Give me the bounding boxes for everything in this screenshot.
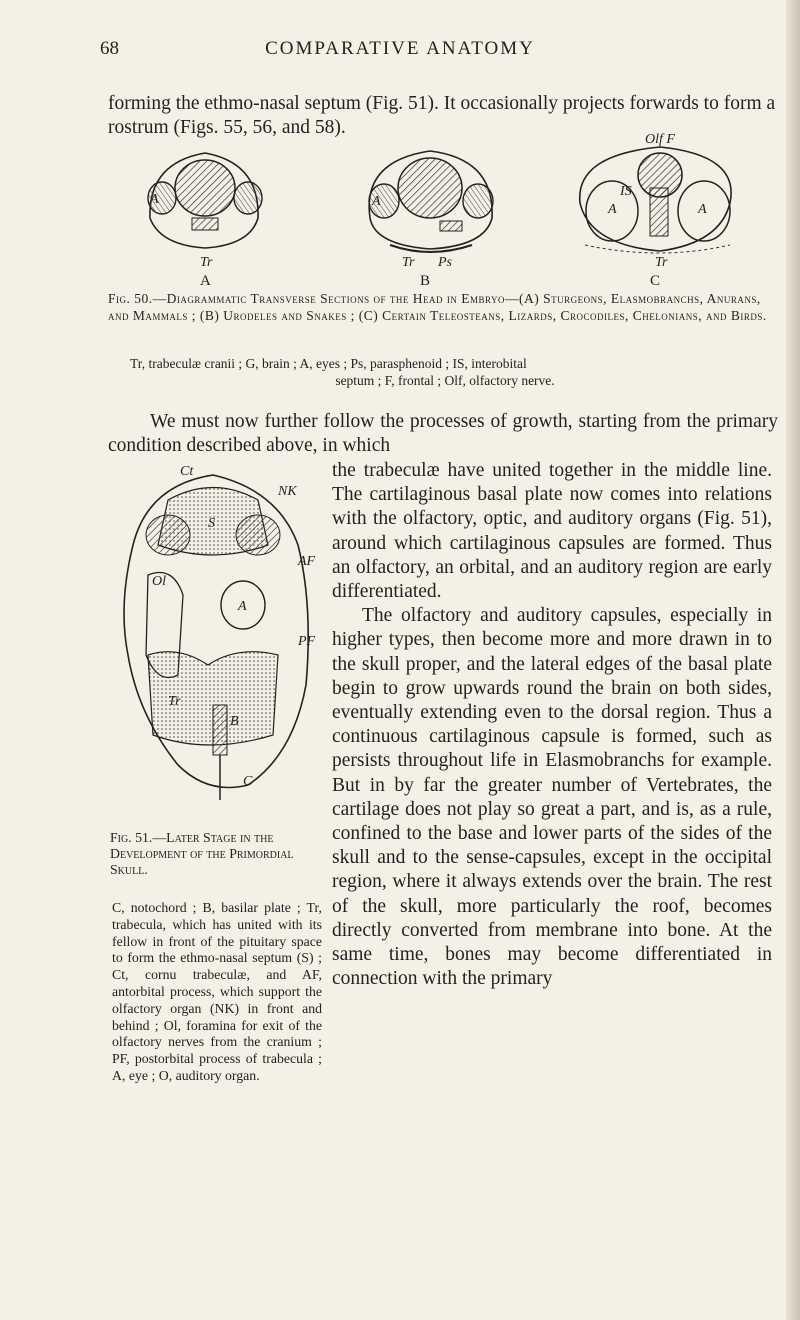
figure-50 (100, 133, 780, 288)
intro-paragraph: forming the ethmo-nasal septum (Fig. 51). It occasionally projects forwards to form a rostrum (Figs. 55, 56, and 58). (108, 93, 776, 138)
fig51-label-af: AF (298, 554, 316, 569)
figure-50-legend-line2: septum ; F, frontal ; Olf, olfactory nerve. (335, 373, 555, 388)
fig51-label-nk: NK (278, 484, 297, 499)
figure-51-caption: Fig. 51.—Later Stage in the Development of the Primordial Skull. (110, 830, 294, 877)
figure-50-caption-lead: Fig. 50. (108, 291, 153, 306)
figure-50-drawing (100, 133, 780, 288)
page-number: 68 (100, 38, 119, 59)
fig50-label-c-tr: Tr (655, 255, 668, 270)
fig50-panel-label-b: B (420, 273, 431, 288)
body-paragraph-1: the trabeculæ have united together in the middle line. The cartilaginous basal plate now comes into relations with the olfactory, optic, and auditory organs (Fig. 51), around which cartilaginous capsules are formed. Thus an olfactory, an orbital, and an auditory region are early differentiated. (332, 460, 772, 603)
figure-50-legend (130, 355, 760, 389)
figure-50-caption-text: —Diagrammatic Transverse Sections of the Head in Embryo—(A) Sturgeons, Elasmobranchs, Anurans, and Mammals ; (B) Urodeles and Snakes ; (C) Certain Teleosteans, Lizards, Crocodiles, Chelonians, and Birds. (108, 291, 767, 323)
fig50-label-c-eye-right: A (698, 202, 707, 217)
fig51-label-ct: Ct (180, 464, 194, 479)
fig51-label-a: A (238, 599, 247, 614)
body-opening-lines: We must now further follow the processes of growth, starting from the primary condition described above, in which (108, 411, 778, 457)
figure-50-panel-a (148, 153, 262, 248)
fig51-label-s: S (208, 516, 215, 531)
fig51-label-ol: Ol (152, 574, 166, 589)
fig51-label-c: C (243, 774, 253, 789)
fig50-label-c-olf: Olf F (645, 133, 675, 147)
fig50-panel-label-c: C (650, 273, 661, 288)
fig51-label-b: B (230, 714, 239, 729)
body-paragraph-2: The olfactory and auditory capsules, especially in higher types, then become more and more drawn in to the skull proper, and the lateral edges of the basal plate begin to grow upwards round the brain on both sides, eventually extending even to the dorsal region. Thus a continuous cartilaginous capsule is formed, such as persists throughout life in Elasmobranchs for example. But in by far the greater number of Vertebrates, the cartilage does not play so great a part, and is, as a rule, confined to the base and lower parts of the sides of the skull and to the sense-capsules, except in the occipital region, where it always extends over the brain. The rest of the skull, more particularly the roof, becomes directly converted from membrane into bone. At the same time, bones may become differentiated in connection with the primary (332, 605, 772, 990)
figure-50-legend-line1: Tr, trabeculæ cranii ; G, brain ; A, eyes ; Ps, parasphenoid ; IS, interobital (130, 356, 527, 371)
figure-50-panel-c (580, 147, 731, 253)
figure-51-drawing (108, 455, 323, 825)
fig50-label-a-eye: A (150, 192, 159, 207)
fig51-label-pf: PF (298, 634, 316, 649)
running-title: COMPARATIVE ANATOMY (265, 38, 535, 59)
fig50-label-a-tr: Tr (200, 255, 213, 270)
figure-51 (108, 455, 323, 850)
fig50-label-c-is: IS (620, 184, 632, 199)
fig51-label-tr: Tr (168, 694, 181, 709)
figure-51-legend: C, notochord ; B, basilar plate ; Tr, trabecula, which has united with its fellow in front of the pituitary space to form the ethmo-nasal septum (S) ; Ct, cornu trabeculæ, and AF, antorbital process, which support the olfactory organ (NK) in front and behind ; Ol, foramina for exit of the olfactory nerves from the cranium ; PF, postorbital process of trabecula ; A, eye ; O, auditory organ. (112, 900, 322, 1083)
fig50-label-b-eye: A (372, 194, 381, 209)
fig50-label-b-tr: Tr (402, 255, 415, 270)
body-column (332, 459, 772, 991)
figure-50-caption (108, 290, 768, 324)
fig50-panel-label-a: A (200, 273, 211, 288)
fig50-label-b-ps: Ps (438, 255, 452, 270)
page-edge-shadow (786, 0, 800, 1320)
figure-50-panel-b (369, 151, 493, 252)
fig50-label-c-eye-left: A (608, 202, 617, 217)
